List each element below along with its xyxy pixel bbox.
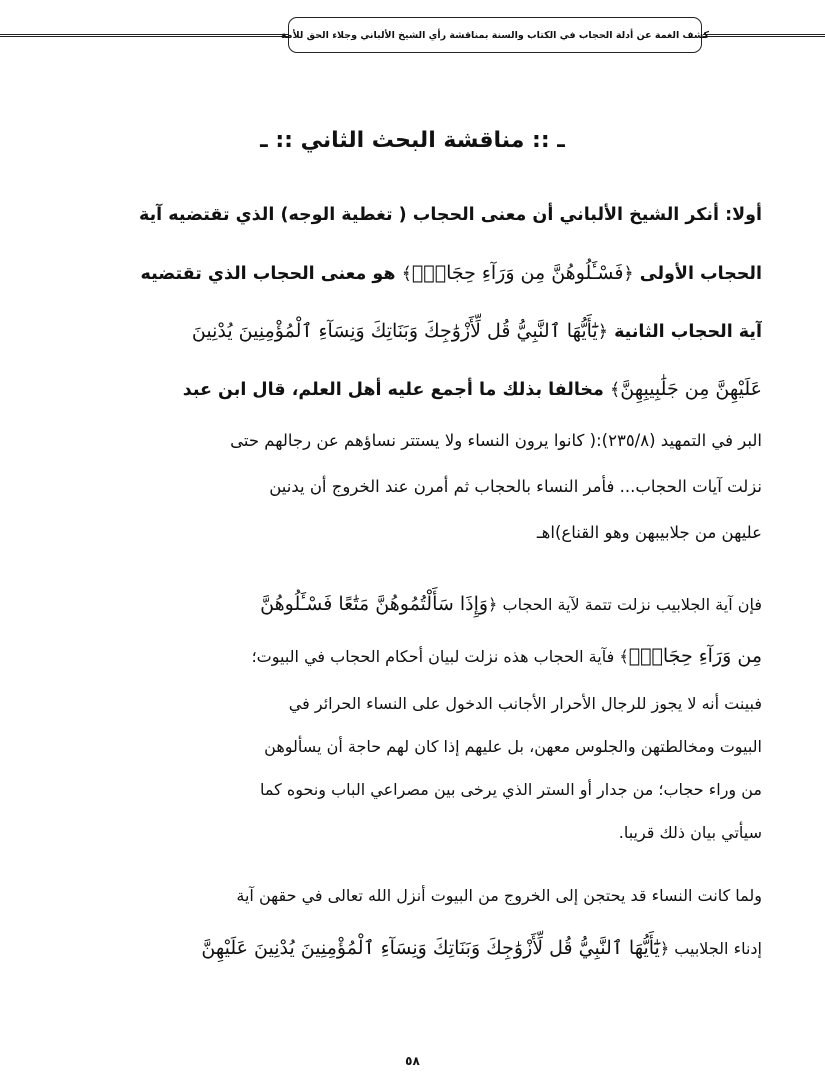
- quran-verse: وَإِذَا سَأَلْتُمُوهُنَّ مَتَٰعًا فَسْـَٔلُوهُنَّ: [260, 593, 489, 615]
- text-line: نزلت آيات الحجاب... فأمر النساء بالحجاب ثم أمرن عند الخروج أن يدنين: [269, 477, 762, 496]
- text-line: [66, 630, 762, 682]
- quran-verse: مِن وَرَآءِ حِجَابٍۚ: [628, 645, 762, 667]
- quran-verse: فَسْـَٔلُوهُنَّ مِن وَرَآءِ حِجَابٍۚ: [411, 262, 624, 284]
- text-line: [66, 360, 762, 418]
- text-span: فإن آية الجلابيب نزلت تتمة لآية الحجاب: [502, 595, 762, 614]
- paragraph-4: [66, 870, 762, 974]
- text-span: فآية الحجاب هذه نزلت لبيان أحكام الحجاب في البيوت؛: [251, 647, 615, 666]
- ornate-bracket-close: ﴾: [619, 647, 629, 666]
- ornate-bracket-open: ﴿: [488, 595, 498, 614]
- page-body: [66, 186, 762, 974]
- running-header-title: كشف الغمة عن أدلة الحجاب في الكتاب والسنة بمناقشة رأي الشيخ الألباني وجلاء الحق للأمة: [280, 29, 710, 41]
- text-line: البيوت ومخالطتهن والجلوس معهن، بل عليهم إذا كان لهم حاجة أن يسألوهن: [264, 737, 762, 756]
- ornate-bracket-close: ﴾: [401, 264, 412, 284]
- header-rule-left: [0, 34, 293, 37]
- text-line: من وراء حجاب؛ من جدار أو الستر الذي يرخى بين مصراعي الباب ونحوه كما: [260, 780, 762, 799]
- ornate-bracket-open: ﴿: [597, 322, 608, 342]
- text-line: ولما كانت النساء قد يحتجن إلى الخروج من البيوت أنزل الله تعالى في حقهن آية: [236, 886, 762, 905]
- text-span: هو معنى الحجاب الذي تقتضيه: [140, 264, 396, 284]
- text-line: سيأتي بيان ذلك قريبا.: [618, 823, 762, 842]
- text-span: آية الحجاب الثانية: [614, 322, 762, 342]
- header-rule-right: [703, 34, 825, 37]
- ornate-bracket-open: ﴿: [623, 264, 634, 284]
- quran-verse: عَلَيْهِنَّ مِن جَلَٰبِيبِهِنَّ: [620, 378, 762, 400]
- quran-verse: يَٰٓأَيُّهَا ٱلنَّبِيُّ قُل لِّأَزْوَٰجِكَ وَبَنَاتِكَ وَنِسَآءِ ٱلْمُؤْمِنِينَ يُدْنِينَ: [191, 320, 598, 342]
- quran-verse: يَٰٓأَيُّهَا ٱلنَّبِيُّ قُل لِّأَزْوَٰجِكَ وَبَنَاتِكَ وَنِسَآءِ ٱلْمُؤْمِنِينَ يُدْنِينَ عَلَيْهِنَّ: [201, 937, 660, 959]
- ornate-bracket-open: ﴿: [659, 939, 670, 958]
- text-line: البر في التمهيد (٢٣٥/٨):( كانوا يرون النساء ولا يستتر نساؤهم عن رجالهم حتى: [230, 431, 762, 450]
- text-line: [66, 302, 762, 360]
- section-title: ـ :: مناقشة البحث الثاني :: ـ: [260, 128, 565, 153]
- text-span: مخالفا بذلك ما أجمع عليه أهل العلم، قال ابن عبد: [182, 380, 604, 400]
- text-line: فبينت أنه لا يجوز للرجال الأحرار الأجانب الدخول على النساء الحرائر في: [288, 694, 762, 713]
- text-span: الحجاب الأولى: [639, 264, 762, 284]
- ornate-bracket-close: ﴾: [609, 380, 621, 400]
- text-span: أولا: أنكر الشيخ الألباني أن معنى الحجاب ( تغطية الوجه) الذي تقتضيه آية: [138, 205, 762, 225]
- paragraph-3: [66, 578, 762, 854]
- text-line: [66, 922, 762, 974]
- text-line: [66, 244, 762, 302]
- running-header: [280, 17, 710, 53]
- paragraph-1: [66, 186, 762, 418]
- text-line: [66, 578, 762, 630]
- text-line: [66, 186, 762, 244]
- text-line: عليهن من جلابيبهن وهو القناع)اهـ: [536, 523, 762, 542]
- text-span: إدناء الجلابيب: [674, 939, 762, 958]
- paragraph-2: [66, 418, 762, 556]
- paragraph-gap: [66, 556, 762, 578]
- paragraph-gap: [66, 854, 762, 870]
- page-number: ٥٨: [405, 1054, 420, 1068]
